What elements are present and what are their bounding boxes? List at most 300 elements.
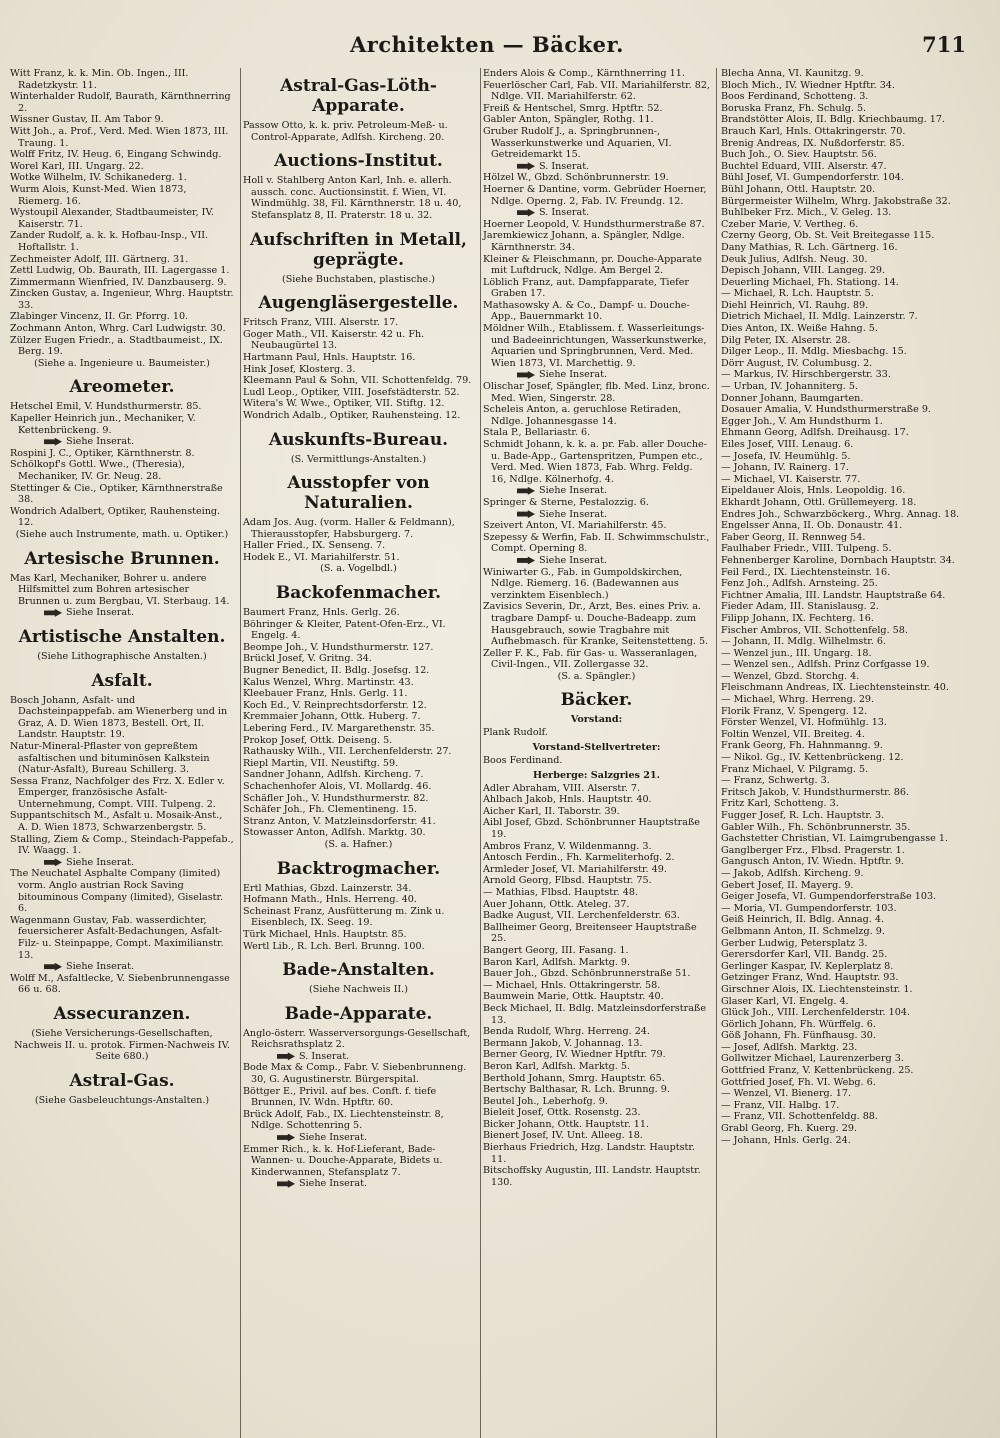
directory-entry: — Johann, IV. Rainerg. 17. [721,462,849,474]
directory-entry: Bühl Johann, Ottl. Hauptstr. 20. [721,183,876,195]
directory-entry: Witt Joh., a. Prof., Verd. Med. Wien 1873, III. Traung. 1. [10,125,229,149]
directory-entry: Scheleis Anton, a. geruchlose Retiraden, Ndlge. Johannesgasse 14. [483,404,682,427]
directory-entry: Kalus Wenzel, Whrg. Martinstr. 43. [243,676,414,688]
directory-entry: Wondrich Adalbert, Optiker, Rauhensteing. 12. [10,505,221,529]
directory-entry: Depisch Johann, VIII. Langeg. 29. [721,265,886,277]
directory-entry: Winiwarter G., Fab. in Gumpoldskirchen, Ndlge. Riemerg. 16. (Badewannen aus verzinktem Eisenblech.) [483,566,683,601]
directory-entry: Armleder Josef, VI. Mariahilferstr. 49. [483,863,667,875]
directory-entry: Dietrich Michael, II. Mdlg. Lainzerstr. 7. [721,311,918,323]
pointing-hand-icon [44,858,62,866]
pointing-hand-icon [44,438,62,446]
directory-entry: — Michael, Whrg. Herreng. 29. [721,694,875,706]
directory-entry: — Nikol. Gg., IV. Kettenbrückeng. 12. [721,752,904,764]
directory-entry: Feil Ferd., IX. Liechtensteinstr. 16. [721,566,891,578]
directory-entry: Beompe Joh., V. Hundsthurmerstr. 127. [243,641,434,653]
directory-entry: Zavisics Severin, Dr., Arzt, Bes. eines Priv. a. tragbare Dampf- u. Douche-Badeapp. zum Hausgebrauch, sowie Tragbahre mit Aufhebmasch. für Kranke, Seitenstetteng. 5. [483,601,709,648]
directory-entry: Ballheimer Georg, Breitenseer Hauptstraße 25. [483,921,697,945]
directory-entry: Girschner Alois, IX. Liechtensteinstr. 1. [721,983,913,995]
directory-entry: Gachstetter Christian, VI. Laimgrubengasse 1. [721,833,948,845]
directory-entry: Wotke Wilhelm, IV. Schikanederg. 1. [10,172,187,184]
directory-entry: Bieleit Josef, Ottk. Rosenstg. 23. [483,1107,641,1119]
section-heading: Astral-Gas. [69,1070,175,1091]
directory-entry: Frank Georg, Fh. Hahnmanng. 9. [721,740,883,752]
directory-entry: Brandstötter Alois, II. Bdlg. Kriechbaumg. 17. [721,114,945,126]
directory-entry: Blecha Anna, VI. Kaunitzg. 9. [721,68,864,79]
directory-entry: — Franz, Schwertg. 3. [721,775,830,787]
directory-entry: Suppantschitsch M., Asfalt u. Mosaik-Anst., A. D. Wien 1873, Schwarzenbergstr. 5. [10,810,223,834]
section-heading: Artistische Anstalten. [18,626,226,647]
directory-entry: Franz Michael, V. Pilgramg. 5. [721,763,869,775]
advertisement-reference [243,1051,474,1063]
subsection-label: Vorstand: [570,714,623,726]
subsection-label: Herberge: Salzgries 21. [533,769,660,781]
advertisement-reference-text: Siehe Inserat. [539,554,608,566]
directory-entry: The Neuchatel Asphalte Company (limited) vorm. Anglo austrian Rock Saving bitouminous Company (limited), Giselastr. 6. [10,868,224,915]
directory-entry: Witt Franz, k. k. Min. Ob. Ingen., III. Radetzkystr. 11. [10,68,189,91]
advertisement-reference [483,369,710,381]
page-header [8,32,966,62]
directory-entry: Donner Johann, Baumgarten. [721,392,864,404]
advertisement-reference [10,961,234,973]
directory-entry: Türk Michael, Hnls. Hauptstr. 85. [243,928,407,940]
advertisement-reference [243,1132,474,1144]
advertisement-reference-text: Siehe Inserat. [299,1132,368,1144]
directory-entry: Beron Karl, Adlfsh. Marktg. 5. [483,1060,631,1072]
advertisement-reference-text: Siehe Inserat. [299,1178,368,1190]
directory-entry: Ahlbach Jakob, Hnls. Hauptstr. 40. [483,794,652,806]
directory-entry: Geiger Josefa, VI. Gumpendorferstraße 103. [721,891,937,903]
cross-reference-note: (Siehe auch Instrumente, math. u. Optiker.) [15,528,229,540]
directory-entry: — Johann, II. Mdlg. Wilhelmstr. 6. [721,636,886,648]
directory-entry: Glaser Karl, VI. Engelg. 4. [721,995,849,1007]
page-title: Architekten — Bäcker. [350,32,624,57]
section-heading: Auctions-Institut. [274,151,443,172]
directory-entry: Lebering Ferd., IV. Margarethenstr. 35. [243,723,435,734]
directory-entry: Bienert Josef, IV. Unt. Alleeg. 18. [483,1130,643,1142]
directory-entry: Bauer Joh., Gbzd. Schönbrunnerstraße 51. [483,968,691,980]
directory-entry: Faber Georg, II. Rennweg 54. [721,531,866,543]
directory-entry: Witera's W. Wwe., Optiker, VII. Stiftg. 12. [243,398,445,410]
directory-entry: Dilg Peter, IX. Alserstr. 28. [721,334,851,346]
directory-entry: Bosch Johann, Asfalt- und Dachsteinpappefab. am Wienerberg und in Graz, A. D. Wien 1873, Bestell. Ort, II. Landstr. Hauptstr. 19. [10,694,228,741]
directory-entry: Ambros Franz, V. Wildenmanng. 3. [483,840,652,852]
pointing-hand-icon [44,609,62,617]
advertisement-reference [10,436,234,448]
directory-entry: — Mathias, Flbsd. Hauptstr. 48. [483,887,638,898]
directory-entry: Boos Ferdinand. [483,755,563,767]
directory-entry: Fenz Joh., Adlfsh. Arnsteing. 25. [721,578,878,590]
directory-entry: Gabler Anton, Spängler, Rothg. 11. [483,114,654,126]
advertisement-reference [483,555,710,567]
directory-entry: Szeivert Anton, VI. Mariahilferstr. 45. [483,520,667,532]
directory-entry: Endres Joh., Schwarzböckerg., Whrg. Annag. 18. [721,508,960,520]
section-heading: Artesische Brunnen. [24,548,220,569]
advertisement-reference-text: Siehe Inserat. [539,369,608,381]
section-heading: Ausstopfer von Naturalien. [287,473,430,514]
directory-entry: Böhringer & Kleiter, Patent-Ofen-Erz., VI. Engelg. 4. [243,618,446,642]
directory-entry: Möldner Wilh., Etablissem. f. Wasserleitungs- und Badeeinrichtungen, Wasserkunstwerke, Aquarien und Springbrunnen, Verd. Med. Wien 1873, VI. Marchettig. 9. [483,323,707,369]
pointing-hand-icon [517,556,535,564]
advertisement-reference-text: S. Inserat. [299,1050,350,1062]
column-3 [480,68,712,1438]
directory-entry: Zochmann Anton, Whrg. Carl Ludwigstr. 30. [10,323,226,335]
directory-entry: Hoerner & Dantine, vorm. Gebrüder Hoerner, Ndlge. Operng. 2, Fab. IV. Freundg. 12. [483,183,707,207]
directory-entry: — Moria, VI. Gumpendorferstr. 103. [721,902,897,914]
directory-entry: Kleebauer Franz, Hnls. Gerlg. 11. [243,688,408,700]
directory-entry: Antosch Ferdin., Fh. Karmeliterhofg. 2. [483,852,675,864]
directory-entry: Buhlbeker Frz. Mich., V. Geleg. 13. [721,207,892,219]
directory-entry: Hodek E., VI. Mariahilferstr. 51. [243,551,400,563]
section-heading: Assecuranzen. [53,1003,191,1024]
directory-entry: Adler Abraham, VIII. Alserstr. 7. [483,782,641,794]
directory-entry: Beck Michael, II. Bdlg. Matzleinsdorferstraße 13. [483,1002,707,1026]
directory-entry: Zimmermann Wienfried, IV. Danzbauserg. 9. [10,276,227,288]
directory-entry: Förster Wenzel, VI. Hofmühlg. 13. [721,717,887,729]
directory-entry: Passow Otto, k. k. priv. Petroleum-Meß- u. Control-Apparate, Adlfsh. Kircheng. 20. [243,120,448,143]
cross-reference-note: (S. a. Hafner.) [324,838,393,850]
directory-entry: Mathasowsky A. & Co., Dampf- u. Douche-App., Bauernmarkt 10. [483,299,690,323]
pointing-hand-icon [277,1052,295,1060]
column-4 [716,68,978,1438]
directory-entry: Boos Ferdinand, Schotteng. 3. [721,91,869,103]
directory-entry: — Michael, R. Lch. Hauptstr. 5. [721,288,874,300]
directory-entry: Filipp Johann, IX. Fechterg. 16. [721,612,874,624]
directory-entry: Feuerlöscher Carl, Fab. VII. Mariahilferstr. 82, Ndlge. VII. Mariahilferstr. 62. [483,79,710,103]
advertisement-reference-text: Siehe Inserat. [66,607,135,619]
directory-entry: Aibl Josef, Gbzd. Schönbrunner Hauptstraße 19. [483,817,700,841]
directory-entry: Bloch Mich., IV. Wiedner Hptftr. 34. [721,79,895,91]
directory-entry: Bugner Benedict, II. Bdlg. Josefsg. 12. [243,665,430,677]
directory-entry: Brenig Andreas, IX. Nußdorferstr. 85. [721,137,905,149]
directory-entry: Anglo-österr. Wasserversorgungs-Gesellschaft, Reichsrathsplatz 2. [243,1027,471,1051]
directory-entry: Adam Jos. Aug. (vorm. Haller & Feldmann), Thierausstopfer, Habsburgerg. 7. [243,517,455,540]
directory-entry: — Urban, IV. Johanniterg. 5. [721,381,859,393]
directory-entry: Prokop Josef, Ottk. Deiseng. 5. [243,734,393,746]
column-1 [8,68,236,1438]
directory-entry: Arnold Georg, Flbsd. Hauptstr. 75. [483,875,652,887]
directory-entry: Badke August, VII. Lerchenfelderstr. 63. [483,910,680,922]
directory-entry: Bierhaus Friedrich, Hzg. Landstr. Hauptstr. 11. [483,1142,695,1165]
directory-entry: Zincken Gustav, a. Ingenieur, Whrg. Hauptstr. 33. [10,288,234,311]
advertisement-reference [10,607,234,619]
directory-entry: Göß Johann, Fh. Fünfhausg. 30. [721,1030,876,1042]
directory-entry: Getzinger Franz, Wnd. Hauptstr. 93. [721,972,899,984]
directory-entry: Engelsser Anna, II. Ob. Donaustr. 41. [721,520,903,532]
directory-entry: Diehl Heinrich, VI. Rauhg. 89. [721,299,869,311]
subsection-label: Vorstand-Stellvertreter: [532,742,661,754]
directory-entry: — Markus, IV. Hirschbergerstr. 33. [721,369,891,381]
directory-entry: Löblich Franz, aut. Dampfapparate, Tiefer Graben 17. [483,276,689,300]
directory-entry: Czeber Marie, V. Vertheg. 6. [721,218,859,230]
directory-entry: Ganglberger Frz., Flbsd. Pragerstr. 1. [721,844,905,856]
directory-entry: Baumert Franz, Hnls. Gerlg. 26. [243,607,400,619]
section-heading: Bade-Anstalten. [282,960,435,981]
directory-entry: Winterhalder Rudolf, Baurath, Kärnthnerring 2. [10,91,231,114]
advertisement-reference-text: S. Inserat. [539,160,590,172]
directory-entry: Beutel Joh., Leberhofg. 9. [483,1095,608,1107]
directory-entry: Emmer Rich., k. k. Hof-Lieferant, Bade-Wannen- u. Douche-Apparate, Bidets u. Kinderwannen, Stefansplatz 7. [243,1143,443,1178]
directory-entry: Stalling, Ziem & Comp., Steindach-Pappefab., IV. Waagg. 1. [10,833,234,857]
advertisement-reference-text: Siehe Inserat. [66,856,135,868]
directory-entry: Bermann Jakob, V. Johannag. 13. [483,1037,643,1049]
directory-entry: Gruber Rudolf J., a. Springbrunnen-, Wasserkunstwerke und Aquarien, VI. Getreidemarkt 15. [483,125,672,161]
advertisement-reference-text: S. Inserat. [539,207,590,219]
advertisement-reference [483,485,710,497]
section-heading: Areometer. [69,377,175,398]
directory-entry: — Michael, VI. Kaiserstr. 77. [721,473,861,485]
directory-entry: Aicher Karl, II. Taborstr. 39. [483,805,620,817]
directory-entry: Kleiner & Fleischmann, pr. Douche-Apparate mit Luftdruck, Ndlge. Am Bergel 2. [483,253,702,277]
advertisement-reference [483,161,710,173]
section-heading: Bäcker. [560,690,633,711]
directory-entry: Kremmaier Johann, Ottk. Huberg. 7. [243,711,421,723]
directory-entry: Fugger Josef, R. Lch. Hauptstr. 3. [721,810,885,821]
directory-entry: Mas Karl, Mechaniker, Bohrer u. andere Hilfsmittel zum Bohren artesischer Brunnen u. zum Bergbau, VI. Sterbaug. 14. [10,572,230,607]
directory-entry: Stranz Anton, V. Matzleinsdorferstr. 41. [243,815,436,827]
section-heading: Bade-Apparate. [284,1003,433,1024]
directory-entry: Dies Anton, IX. Weiße Hahng. 5. [721,323,878,335]
section-heading: Astral-Gas-Löth-Apparate. [280,76,437,116]
advertisement-reference-text: Siehe Inserat. [66,961,135,973]
directory-entry: Fritsch Jakob, V. Hundsthurmerstr. 86. [721,786,910,798]
directory-entry: Fichtner Amalia, III. Landstr. Hauptstraße 64. [721,589,946,601]
directory-entry: — Josef, Adlfsh. Marktg. 23. [721,1041,858,1053]
directory-entry: Czerny Georg, Ob. St. Veit Breitegasse 115. [721,230,935,242]
cross-reference-note: (Siehe Lithographische Anstalten.) [37,650,207,662]
section-heading: Backofenmacher. [275,583,442,604]
advertisement-reference [483,509,710,521]
directory-entry: Brauch Karl, Hnls. Ottakringerstr. 70. [721,125,906,137]
directory-entry: Wolff M., Asfaltlecke, V. Siebenbrunnengasse 66 u. 68. [10,972,230,996]
directory-entry: Bitschoffsky Augustin, III. Landstr. Hauptstr. 130. [483,1165,701,1188]
directory-entry: Sandner Johann, Adlfsh. Kircheng. 7. [243,769,424,781]
directory-entry: Gabler Wilh., Fh. Schönbrunnerstr. 35. [721,821,911,833]
directory-entry: Dosauer Amalia, V. Hundsthurmerstraße 9. [721,404,931,416]
directory-entry: — Wenzel, Gbzd. Storchg. 4. [721,670,860,682]
directory-entry: Gelbmann Anton, II. Schmelzg. 9. [721,925,885,937]
directory-entry: Goger Math., VII. Kaiserstr. 42 u. Fh. Neubaugürtel 13. [243,328,425,352]
directory-entry: Boruska Franz, Fh. Schulg. 5. [721,102,867,114]
directory-entry: Baron Karl, Adlfsh. Marktg. 9. [483,956,631,968]
directory-entry: Zlabinger Vincenz, II. Gr. Pforrg. 10. [10,311,189,323]
directory-entry: Gerber Ludwig, Petersplatz 3. [721,937,868,949]
directory-entry: Rospini J. C., Optiker, Kärnthnerstr. 8. [10,447,195,459]
directory-entry: Scheinast Franz, Ausfütterung m. Zink u. Eisenblech, IX. Seeg. 19. [243,905,445,929]
cross-reference-note: (S. a. Vogelbdl.) [320,563,397,575]
directory-entry: Dörr August, IV. Columbusg. 2. [721,357,873,369]
directory-entry: Ehmann Georg, Adlfsh. Dreihausg. 17. [721,427,909,439]
directory-entry: Wagenmann Gustav, Fab. wasserdichter, feuersicherer Asfalt-Bedachungen, Asfalt-Filz- u. Steinpappe, Compt. Maximilianstr. 13. [10,914,224,961]
directory-entry: Rathausky Wilh., VII. Lerchenfelderstr. 27. [243,746,452,758]
pointing-hand-icon [517,209,535,217]
directory-entry: Bangert Georg, III. Fasang. 1. [483,944,629,956]
directory-entry: Baumwein Marie, Ottk. Hauptstr. 40. [483,991,664,1003]
pointing-hand-icon [517,487,535,495]
directory-entry: Brückl Josef, V. Gritng. 34. [243,653,372,665]
advertisement-reference [10,857,234,869]
directory-entry: Brück Adolf, Fab., IX. Liechtensteinstr. 8, Ndlge. Schottenring 5. [243,1108,444,1132]
directory-entry: Zechmeister Adolf, III. Gärtnerg. 31. [10,253,189,265]
directory-entry: Fleischmann Andreas, IX. Liechtensteinstr. 40. [721,682,949,694]
directory-entry: Springer & Sterne, Pestalozzig. 6. [483,496,649,508]
cross-reference-note: (Siehe Nachweis II.) [309,984,408,996]
directory-entry: Schachenhofer Alois, VI. Mollardg. 46. [243,780,432,792]
directory-entry: — Wenzel jun., III. Ungarg. 18. [721,647,872,659]
directory-entry: Wertl Lib., R. Lch. Berl. Brunng. 100. [243,940,425,952]
directory-entry: Ludl Leop., Optiker, VIII. Josefstädterstr. 52. [243,386,460,398]
directory-entry: Faulhaber Friedr., VIII. Tulpeng. 5. [721,543,892,555]
directory-entry: Schäfler Joh., V. Hundsthurmerstr. 82. [243,792,429,804]
directory-entry: Riepl Martin, VII. Neustiftg. 59. [243,757,399,769]
directory-entry: Benda Rudolf, Whrg. Herreng. 24. [483,1026,650,1038]
directory-entry: Olischar Josef, Spängler, flb. Med. Linz, bronc. Med. Wien, Singerstr. 28. [483,381,710,404]
directory-entry: Hölzel W., Gbzd. Schönbrunnerstr. 19. [483,172,669,184]
directory-entry: Enders Alois & Comp., Kärnthnerring 11. [483,68,685,79]
advertisement-reference-text: Siehe Inserat. [539,508,608,520]
directory-entry: Fieder Adam, III. Stanislausg. 2. [721,601,879,613]
directory-entry: Kleemann Paul & Sohn, VII. Schottenfeldg. 79. [243,375,472,387]
directory-entry: — Michael, Hnls. Ottakringerstr. 58. [483,979,661,991]
directory-entry: Fritz Karl, Schotteng. 3. [721,798,839,810]
pointing-hand-icon [517,162,535,170]
directory-entry: Kapeller Heinrich jun., Mechaniker, V. Kettenbrückeng. 9. [10,413,196,436]
directory-entry: Jaremkiewicz Johann, a. Spängler, Ndlge. Kärnthnerstr. 34. [483,230,685,253]
directory-entry: — Josefa, IV. Heumühlg. 5. [721,450,851,462]
directory-entry: Hetschel Emil, V. Hundsthurmerstr. 85. [10,401,202,413]
directory-entry: Koch Ed., V. Reinprechtsdorferstr. 12. [243,699,427,711]
directory-entry: Wondrich Adalb., Optiker, Rauhensteing. 12. [243,409,461,421]
cross-reference-note: (Siehe a. Ingenieure u. Baumeister.) [34,357,210,369]
section-heading: Augengläsergestelle. [258,293,459,314]
advertisement-reference-text: Siehe Inserat. [539,485,608,497]
directory-entry: Dany Mathias, R. Lch. Gärtnerg. 16. [721,241,898,253]
cross-reference-note: (Siehe Gasbeleuchtungs-Anstalten.) [34,1094,210,1106]
directory-entry: Wystoupil Alexander, Stadtbaumeister, IV. Kaiserstr. 71. [10,207,214,230]
directory-entry: Gollwitzer Michael, Laurenzerberg 3. [721,1053,904,1065]
directory-entry: Böttger E., Privil. auf bes. Conft. f. tiefe Brunnen, IV. Wdn. Hptftr. 60. [243,1085,437,1109]
directory-entry: — Wenzel, VI. Bienerg. 17. [721,1088,852,1100]
directory-entry: Schmidt Johann, k. k. a. pr. Fab. aller Douche- u. Bade-App., Gartenspritzen, Pumpen etc., Verd. Med. Wien 1873, Fab. Whrg. Feldg. 16, Ndlge. Kölnerhofg. 4. [483,439,707,485]
pointing-hand-icon [277,1180,295,1188]
directory-entry: Zülzer Eugen Friedr., a. Stadtbaumeist., IX. Berg. 19. [10,334,223,358]
section-heading: Aufschriften in Metall, geprägte. [250,229,467,270]
directory-entry: Plank Rudolf. [483,727,548,739]
directory-entry: Zander Rudolf, a. k. k. Hofbau-Insp., VII. Hoftallstr. 1. [10,230,209,253]
directory-entry: Hoerner Leopold, V. Hundsthurmerstraße 87. [483,218,705,230]
directory-entry: Geiß Heinrich, II. Bdlg. Annag. 4. [721,914,885,926]
directory-entry: Stala P., Bellariastr. 6. [483,427,591,439]
directory-entry: Worel Karl, III. Ungarg. 22. [10,160,144,172]
directory-entry: Deuerling Michael, Fh. Stationg. 14. [721,276,899,288]
directory-entry: Görlich Johann, Fh. Würffelg. 6. [721,1018,876,1030]
directory-entry: Hink Josef, Klosterg. 3. [243,363,356,375]
directory-entry: Ertl Mathias, Gbzd. Lainzerstr. 34. [243,882,412,894]
directory-entry: Bicker Johann, Ottk. Hauptstr. 11. [483,1118,650,1130]
section-heading: Backtrogmacher. [276,858,441,879]
pointing-hand-icon [277,1134,295,1142]
page-number: 711 [922,32,966,57]
directory-entry: Stettinger & Cie., Optiker, Kärnthnerstraße 38. [10,482,223,506]
directory-entry: Auer Johann, Ottk. Ateleg. 37. [483,898,630,910]
directory-entry: Berner Georg, IV. Wiedner Hptftr. 79. [483,1049,666,1061]
cross-reference-note: (S. a. Spängler.) [557,670,636,682]
directory-entry: — Franz, VII. Schottenfeldg. 88. [721,1111,878,1123]
directory-entry: Florik Franz, V. Spengerg. 12. [721,705,868,717]
directory-entry: Wolff Fritz, IV. Heug. 6, Eingang Schwindg. [10,149,222,161]
pointing-hand-icon [44,963,62,971]
directory-entry: Deuk Julius, Adlfsh. Neug. 30. [721,253,868,265]
column-container [8,68,966,1438]
directory-entry: Bürgermeister Wilhelm, Whrg. Jakobstraße 32. [721,195,951,207]
directory-entry: Sessa Franz, Nachfolger des Frz. X. Edler v. Emperger, französische Asfalt-Unternehmung, Compt. VIII. Tulpeng. 2. [10,775,225,810]
directory-entry: Szepessy & Werfin, Fab. II. Schwimmschulstr., Compt. Operning 8. [483,531,710,555]
pointing-hand-icon [517,371,535,379]
cross-reference-note: (S. Vermittlungs-Anstalten.) [290,453,427,465]
directory-entry: Zeller F. K., Fab. für Gas- u. Wasseranlagen, Civil-Ingen., VII. Zollergasse 32. [483,647,698,671]
advertisement-reference [483,207,710,219]
directory-entry: Buchtel Eduard, VIII. Alserstr. 47. [721,160,887,172]
directory-entry: Bode Max & Comp., Fabr. V. Siebenbrunneng. 30, G. Augustinerstr. Bürgerspital. [243,1062,467,1086]
directory-entry: Gerersdorfer Karl, VII. Bandg. 25. [721,949,888,961]
directory-entry: Haller Fried., IX. Senseng. 7. [243,540,386,552]
directory-entry: Gottfried Josef, Fh. VI. Webg. 6. [721,1076,876,1088]
column-2 [240,68,476,1438]
directory-entry: Berthold Johann, Smrg. Hauptstr. 65. [483,1072,665,1084]
directory-entry: Holl v. Stahlberg Anton Karl, Inh. e. allerh. aussch. conc. Auctionsinstit. f. Wien, VI. Windmühlg. 38, Fil. Kärnthnerstr. 18 u. 40, Stefansplatz 8, II. Praterstr. 18 u. 32. [243,175,462,221]
directory-entry: Gebert Josef, II. Mayerg. 9. [721,879,854,891]
directory-entry: Freiß & Hentschel, Smrg. Hptftr. 52. [483,102,663,114]
directory-entry: — Johann, Hnls. Gerlg. 24. [721,1134,851,1146]
directory-entry: Wurm Alois, Kunst-Med. Wien 1873, Riemerg. 16. [10,183,187,207]
directory-entry: Gerlinger Kaspar, IV. Keplerplatz 8. [721,960,894,972]
section-heading: Asfalt. [91,670,153,691]
section-heading: Auskunfts-Bureau. [268,429,449,450]
directory-entry: Eiles Josef, VIII. Lenaug. 6. [721,439,854,450]
directory-entry: Schäfer Joh., Fh. Clementineng. 15. [243,804,418,816]
directory-entry: Fehnenberger Karoline, Dornbach Hauptstr. 34. [721,554,955,566]
directory-entry: — Wenzel sen., Adlfsh. Prinz Corfgasse 19. [721,659,930,671]
directory-entry: Bühl Josef, VI. Gumpendorferstr. 104. [721,172,904,184]
directory-entry: Fischer Ambros, VII. Schottenfelg. 58. [721,624,908,636]
directory-entry: Gottfried Franz, V. Kettenbrückeng. 25. [721,1065,914,1077]
directory-entry: Bertschy Balthasar, R. Lch. Brunng. 9. [483,1084,670,1096]
directory-entry: Stowasser Anton, Adlfsh. Marktg. 30. [243,827,426,839]
directory-entry: Gangusch Anton, IV. Wiedn. Hptftr. 9. [721,856,904,868]
directory-entry: — Jakob, Adlfsh. Kircheng. 9. [721,867,864,879]
pointing-hand-icon [517,510,535,518]
directory-entry: Fritsch Franz, VIII. Alserstr. 17. [243,317,399,329]
directory-entry: Schölkopf's Gottl. Wwe., (Theresia), Mechaniker, IV. Gr. Neug. 28. [10,459,185,482]
directory-entry: — Franz, VII. Halbg. 17. [721,1099,840,1111]
directory-entry: Eipeldauer Alois, Hnls. Leopoldig. 16. [721,485,906,497]
cross-reference-note: (Siehe Versicherungs-Gesellschaften, Nachweis II. u. protok. Firmen-Nachweis IV. Seite 680.) [14,1027,230,1063]
directory-entry: Foltin Wenzel, VII. Breiteg. 4. [721,728,865,740]
directory-entry: Hofmann Math., Hnls. Herreng. 40. [243,894,417,906]
advertisement-reference [243,1178,474,1190]
advertisement-reference-text: Siehe Inserat. [66,436,135,448]
directory-entry: Ekhardt Johann, Ottl. Grüllemeyerg. 18. [721,496,917,508]
directory-entry: Glück Joh., VIII. Lerchenfelderstr. 104. [721,1007,911,1019]
directory-entry: Zettl Ludwig, Ob. Baurath, III. Lagergasse 1. [10,265,230,277]
cross-reference-note: (Siehe Buchstaben, plastische.) [281,273,436,285]
directory-entry: Grabl Georg, Fh. Kuerg. 29. [721,1123,858,1135]
directory-entry: Dilger Leop., II. Mdlg. Miesbachg. 15. [721,346,907,358]
directory-entry: Wissner Gustav, II. Am Tabor 9. [10,114,164,126]
directory-entry: Natur-Mineral-Pflaster von gepreßtem asfaltischen und bituminösen Kalkstein (Natur-Asfalt), Bureau Schillerg. 3. [10,740,210,776]
directory-entry: Hartmann Paul, Hnls. Hauptstr. 16. [243,351,416,363]
directory-entry: Buch Joh., O. Siev. Hauptstr. 56. [721,149,877,161]
directory-entry: Egger Joh., V. Am Hundsthurm 1. [721,415,883,427]
